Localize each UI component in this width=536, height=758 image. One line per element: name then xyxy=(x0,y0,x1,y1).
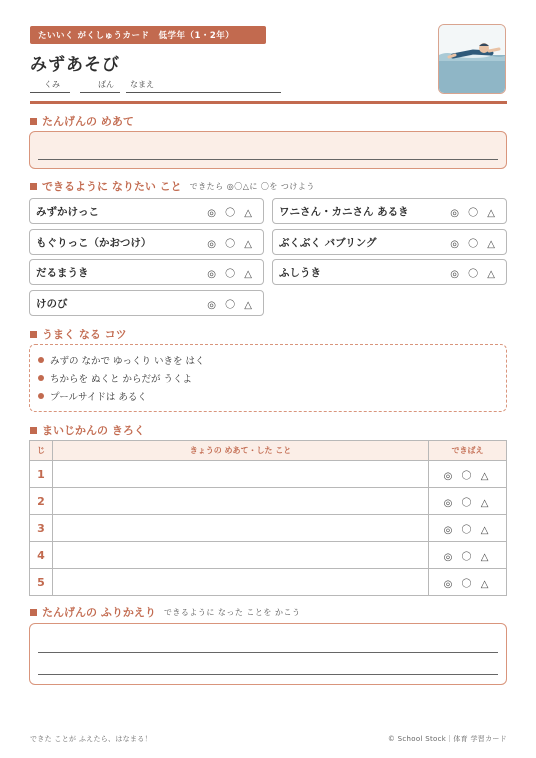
log-section-title: まいじかんの きろく xyxy=(42,424,145,437)
rating-marks[interactable]: ◎ 〇 △ xyxy=(429,461,507,488)
lesson-number: 1 xyxy=(30,461,53,488)
rating-marks[interactable]: ◎ 〇 △ xyxy=(450,207,498,219)
page-title: みずあそび xyxy=(30,55,120,75)
writing-line xyxy=(38,159,498,160)
header-divider xyxy=(30,101,507,104)
reflection-section-title: たんげんの ふりかえり xyxy=(42,606,156,619)
reflection-writing-box[interactable] xyxy=(29,623,507,685)
bullet-dot-icon xyxy=(38,393,44,399)
skill-item[interactable] xyxy=(272,198,507,224)
kumi-field[interactable] xyxy=(30,79,70,93)
skill-label: もぐりっこ（かおつけ） xyxy=(36,236,152,249)
rating-marks[interactable]: ◎ 〇 △ xyxy=(207,207,255,219)
goal-section-title: たんげんの めあて xyxy=(42,115,134,128)
rating-marks[interactable]: ◎ 〇 △ xyxy=(450,238,498,250)
bullet-square-icon xyxy=(30,427,37,434)
rating-marks[interactable]: ◎ 〇 △ xyxy=(207,299,255,311)
reflection-section-heading xyxy=(30,604,300,620)
goal-writing-box[interactable] xyxy=(29,131,507,169)
goal-entry-cell[interactable] xyxy=(53,569,429,596)
namae-field[interactable] xyxy=(126,79,281,93)
table-row xyxy=(30,569,507,596)
rating-marks[interactable]: ◎ 〇 △ xyxy=(207,238,255,250)
lesson-number: 5 xyxy=(30,569,53,596)
footer-message: できた ことが ふえたら、はなまる！ xyxy=(30,735,152,743)
table-row xyxy=(30,542,507,569)
rating-marks[interactable]: ◎ 〇 △ xyxy=(429,542,507,569)
bullet-square-icon xyxy=(30,609,37,616)
bullet-dot-icon xyxy=(38,357,44,363)
rating-marks[interactable]: ◎ 〇 △ xyxy=(429,515,507,542)
skill-item[interactable] xyxy=(29,198,264,224)
rating-marks[interactable]: ◎ 〇 △ xyxy=(429,488,507,515)
skills-section-heading xyxy=(30,178,315,194)
skill-item[interactable] xyxy=(29,259,264,285)
tip-item xyxy=(38,369,506,387)
column-header-result: できばえ xyxy=(429,441,507,461)
tip-text: プールサイドは あるく xyxy=(50,392,147,403)
tip-text: みずの なかで ゆっくり いきを はく xyxy=(50,356,205,367)
skill-item[interactable] xyxy=(29,290,264,316)
tips-section-title: うまく なる コツ xyxy=(42,328,127,341)
tips-box xyxy=(29,344,507,412)
writing-line xyxy=(38,652,498,653)
skills-section-title: できるように なりたい こと xyxy=(42,180,182,193)
column-header-goal: きょうの めあて・した こと xyxy=(53,441,429,461)
bullet-square-icon xyxy=(30,331,37,338)
ban-label: ばん xyxy=(98,80,114,89)
lesson-number: 3 xyxy=(30,515,53,542)
rating-marks[interactable]: ◎ 〇 △ xyxy=(429,569,507,596)
tip-item xyxy=(38,387,506,405)
footer-credit: © School Stock｜体育 学習カード xyxy=(387,735,507,743)
tip-text: ちからを ぬくと からだが うくよ xyxy=(50,374,193,385)
writing-line xyxy=(38,674,498,675)
table-row xyxy=(30,461,507,488)
skill-label: けのび xyxy=(36,297,68,310)
tip-item xyxy=(38,351,506,369)
rating-marks[interactable]: ◎ 〇 △ xyxy=(450,268,498,280)
goal-entry-cell[interactable] xyxy=(53,461,429,488)
skill-label: ぶくぶく バブリング xyxy=(279,236,377,249)
card-type-badge: たいいく がくしゅうカード 低学年（1・2年） xyxy=(30,26,266,44)
goal-entry-cell[interactable] xyxy=(53,542,429,569)
log-section-heading xyxy=(30,422,145,438)
skill-item[interactable] xyxy=(29,229,264,255)
bullet-square-icon xyxy=(30,183,37,190)
kumi-label: くみ xyxy=(44,80,60,89)
ban-field[interactable] xyxy=(80,79,120,93)
goal-entry-cell[interactable] xyxy=(53,488,429,515)
skills-section-note: できたら ◎〇△に 〇を つけよう xyxy=(189,181,315,191)
table-header-row xyxy=(30,441,507,461)
reflection-section-note: できるように なった ことを かこう xyxy=(163,607,301,617)
tips-section-heading xyxy=(30,326,127,342)
table-row xyxy=(30,515,507,542)
skill-item[interactable] xyxy=(272,229,507,255)
skill-label: ワニさん・カニさん あるき xyxy=(279,205,409,218)
bullet-square-icon xyxy=(30,118,37,125)
skill-item[interactable] xyxy=(272,259,507,285)
goal-section-heading xyxy=(30,113,134,129)
swimmer-icon xyxy=(438,24,506,94)
rating-marks[interactable]: ◎ 〇 △ xyxy=(207,268,255,280)
lesson-number: 4 xyxy=(30,542,53,569)
bullet-dot-icon xyxy=(38,375,44,381)
skill-label: ふしうき xyxy=(279,266,321,279)
daily-log-table xyxy=(29,440,507,596)
column-header-lesson: じ xyxy=(30,441,53,461)
lesson-number: 2 xyxy=(30,488,53,515)
table-row xyxy=(30,488,507,515)
skill-label: だるまうき xyxy=(36,266,89,279)
goal-entry-cell[interactable] xyxy=(53,515,429,542)
namae-label: なまえ xyxy=(130,80,154,89)
skill-label: みずかけっこ xyxy=(36,205,99,218)
